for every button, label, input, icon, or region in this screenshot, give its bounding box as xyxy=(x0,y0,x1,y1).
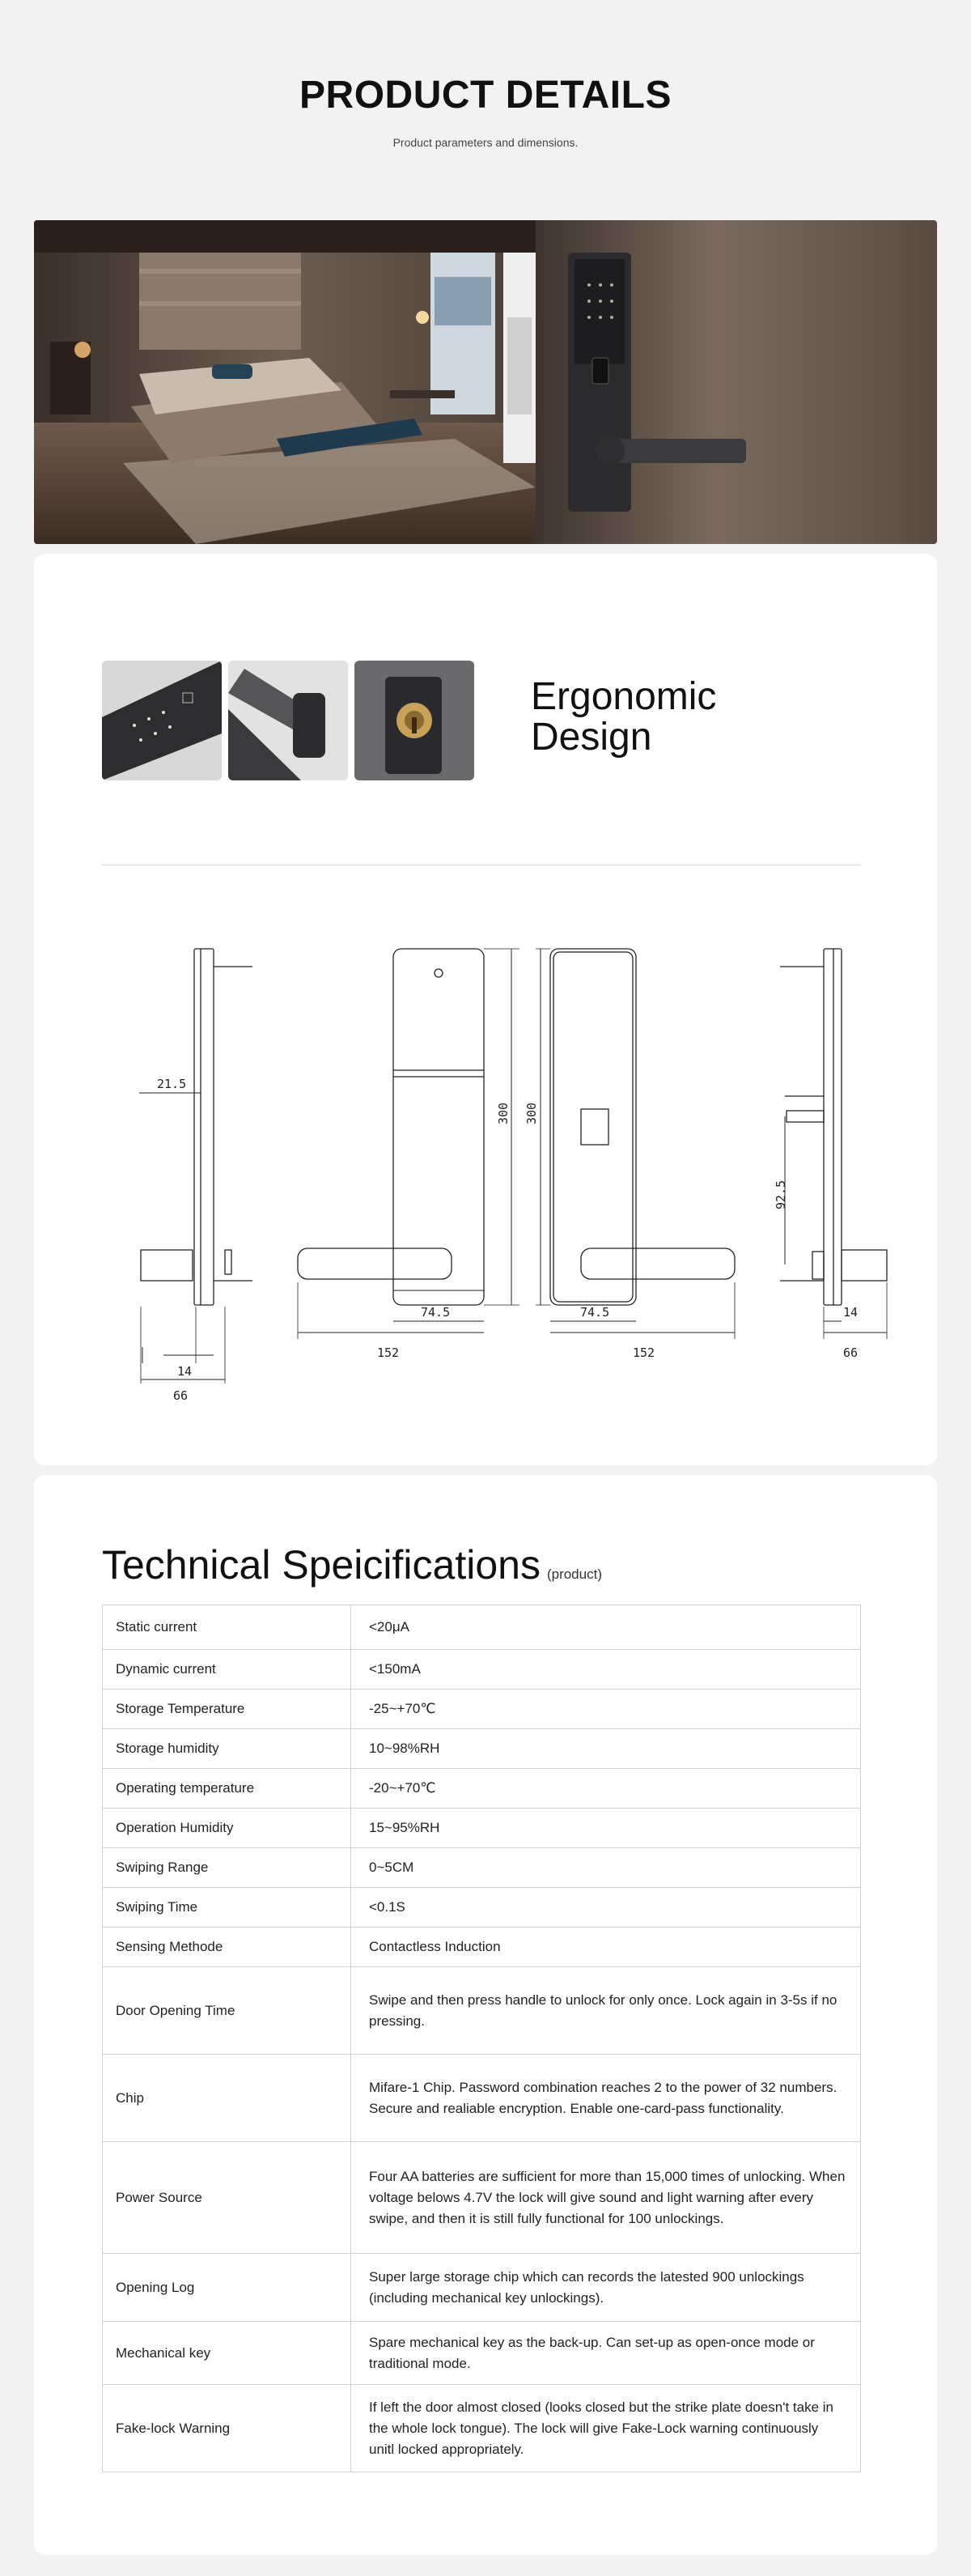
hero-banner-image xyxy=(34,220,937,544)
spec-value: 10~98%RH xyxy=(351,1729,861,1769)
side-view-left xyxy=(139,949,252,1403)
svg-text:300: 300 xyxy=(496,1102,511,1124)
table-row xyxy=(103,1888,861,1928)
table-row xyxy=(103,1967,861,2055)
spec-key: Swiping Range xyxy=(103,1848,351,1888)
page-title: PRODUCT DETAILS xyxy=(299,74,672,117)
svg-text:14: 14 xyxy=(843,1305,859,1320)
page-subtitle: Product parameters and dimensions. xyxy=(392,136,579,149)
spec-key: Storage Temperature xyxy=(103,1690,351,1729)
spec-key: Mechanical key xyxy=(103,2322,351,2385)
table-row xyxy=(103,2322,861,2385)
spec-key: Fake-lock Warning xyxy=(103,2385,351,2472)
table-row xyxy=(103,1729,861,1769)
specs-title-note: (product) xyxy=(546,1566,602,1582)
spec-value: <20μA xyxy=(351,1605,861,1650)
table-row xyxy=(103,1605,861,1650)
spec-key: Chip xyxy=(103,2055,351,2142)
spec-value: 15~95%RH xyxy=(351,1809,861,1848)
spec-key: Operating temperature xyxy=(103,1769,351,1809)
spec-key: Power Source xyxy=(103,2142,351,2254)
svg-text:74.5: 74.5 xyxy=(580,1305,610,1320)
svg-text:66: 66 xyxy=(173,1388,189,1403)
table-row xyxy=(103,1928,861,1967)
svg-text:66: 66 xyxy=(843,1345,859,1360)
keyhole-closeup-image xyxy=(354,661,474,780)
svg-text:300: 300 xyxy=(524,1102,539,1124)
specs-title: Technical Speicifications (product) xyxy=(102,1542,602,1588)
keypad-closeup-image xyxy=(102,661,222,780)
table-row xyxy=(103,2254,861,2322)
spec-value: Mifare-1 Chip. Password combination reaches 2 to the power of 32 numbers. Secure and realiable encryption. Enable one-card-pass functionality. xyxy=(351,2055,861,2142)
spec-value: -25~+70℃ xyxy=(351,1690,861,1729)
spec-key: Operation Humidity xyxy=(103,1809,351,1848)
dimension-drawing xyxy=(83,942,900,1404)
spec-value: Super large storage chip which can records the latested 900 unlockings (including mechanical key unlockings). xyxy=(351,2254,861,2322)
front-view xyxy=(298,949,519,1360)
svg-text:92.5: 92.5 xyxy=(774,1180,788,1209)
spec-value: 0~5CM xyxy=(351,1848,861,1888)
spec-value: If left the door almost closed (looks closed but the strike plate doesn't take in the whole lock tongue). The lock will give Fake-Lock warning continuously unitl locked appropriately. xyxy=(351,2385,861,2472)
spec-key: Static current xyxy=(103,1605,351,1650)
spec-value: <150mA xyxy=(351,1650,861,1690)
table-row xyxy=(103,2385,861,2472)
spec-value: Contactless Induction xyxy=(351,1928,861,1967)
side-view-right xyxy=(774,949,887,1360)
spec-key: Storage humidity xyxy=(103,1729,351,1769)
table-row xyxy=(103,2142,861,2254)
svg-text:152: 152 xyxy=(633,1345,655,1360)
spec-value: -20~+70℃ xyxy=(351,1769,861,1809)
spec-key: Opening Log xyxy=(103,2254,351,2322)
specs-table xyxy=(102,1605,861,2472)
table-row xyxy=(103,1848,861,1888)
spec-value: <0.1S xyxy=(351,1888,861,1928)
spec-key: Swiping Time xyxy=(103,1888,351,1928)
ergonomic-card xyxy=(34,554,937,1465)
spec-key: Door Opening Time xyxy=(103,1967,351,2055)
table-row xyxy=(103,1650,861,1690)
spec-key: Dynamic current xyxy=(103,1650,351,1690)
table-row xyxy=(103,1809,861,1848)
svg-text:21.5: 21.5 xyxy=(157,1077,187,1091)
table-row xyxy=(103,2055,861,2142)
table-row xyxy=(103,1769,861,1809)
specifications-card xyxy=(34,1475,937,2555)
back-view xyxy=(524,949,735,1360)
handle-closeup-image xyxy=(228,661,348,780)
spec-value: Four AA batteries are sufficient for more than 15,000 times of unlocking. When voltage belows 4.7V the lock will give sound and light warning after every swipe, and then it is still fully functional for 100 unlockings. xyxy=(351,2142,861,2254)
svg-text:74.5: 74.5 xyxy=(421,1305,451,1320)
table-row xyxy=(103,1690,861,1729)
spec-value: Swipe and then press handle to unlock for only once. Lock again in 3-5s if no pressing. xyxy=(351,1967,861,2055)
ergonomic-title: Ergonomic Design xyxy=(531,675,717,759)
spec-key: Sensing Methode xyxy=(103,1928,351,1967)
svg-text:14: 14 xyxy=(177,1364,193,1379)
svg-text:152: 152 xyxy=(377,1345,400,1360)
spec-value: Spare mechanical key as the back-up. Can set-up as open-once mode or traditional mode. xyxy=(351,2322,861,2385)
